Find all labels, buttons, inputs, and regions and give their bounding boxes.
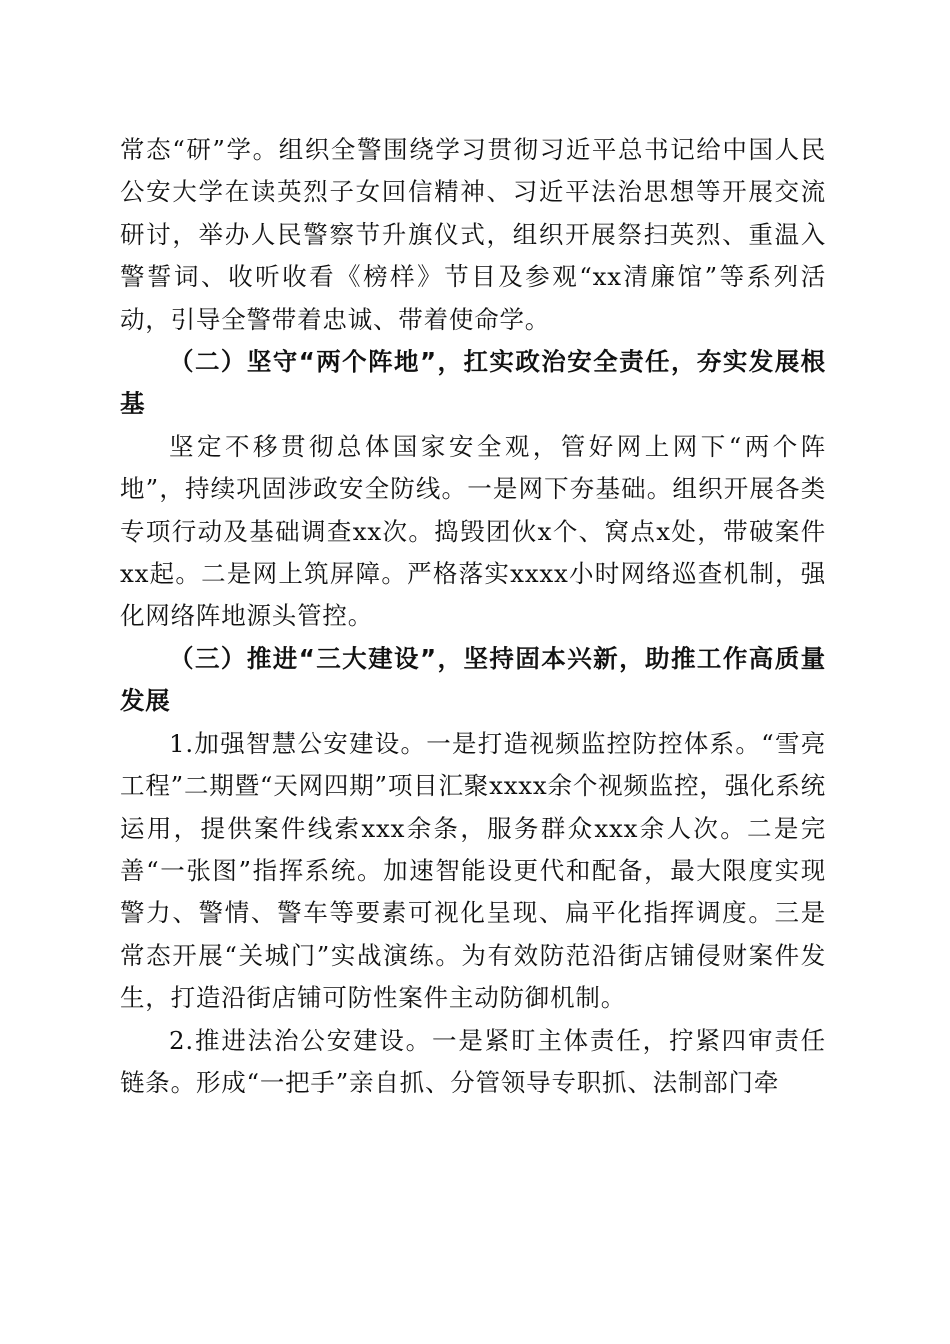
body-paragraph-smart-policing: 1.加强智慧公安建设。一是打造视频监控防控体系。“雪亮工程”二期暨“天网四期”项目汇聚xxxx余个视频监控，强化系统运用，提供案件线索xxx余条，服务群众xxx余人次。二是完善“一张图”指挥系统。加速智能设更代和配备，最大限度实现警力、警情、警车等要素可视化呈现、扁平化指挥调度。三是常态开展“关城门”实战演练。为有效防范沿街店铺侵财案件发生，打造沿街店铺可防性案件主动防御机制。 bbox=[120, 728, 826, 1013]
body-paragraph-continuation: 常态“研”学。组织全警围绕学习贯彻习近平总书记给中国人民公安大学在读英烈子女回信精神、习近平法治思想等开展交流研讨，举办人民警察节升旗仪式，组织开展祭扫英烈、重温入警誓词、收听收看《榜样》节目及参观“xx清廉馆”等系列活动，引导全警带着忠诚、带着使命学。 bbox=[120, 135, 826, 334]
body-paragraph-national-security: 坚定不移贯彻总体国家安全观，管好网上网下“两个阵地”，持续巩固涉政安全防线。一是网下夯基础。组织开展各类专项行动及基础调查xx次。捣毁团伙x个、窝点x处，带破案件xx起。二是网上筑屏障。严格落实xxxx小时网络巡查机制，强化网络阵地源头管控。 bbox=[120, 431, 826, 631]
section-heading-2: （二）坚守“两个阵地”，扛实政治安全责任，夯实发展根基 bbox=[120, 347, 826, 419]
body-paragraph-rule-of-law: 2.推进法治公安建设。一是紧盯主体责任，拧紧四审责任链条。形成“一把手”亲自抓、分管领导专职抓、法制部门牵 bbox=[120, 1025, 826, 1097]
document-page bbox=[120, 129, 826, 1104]
section-heading-3: （三）推进“三大建设”，坚持固本兴新，助推工作高质量发展 bbox=[120, 643, 826, 716]
